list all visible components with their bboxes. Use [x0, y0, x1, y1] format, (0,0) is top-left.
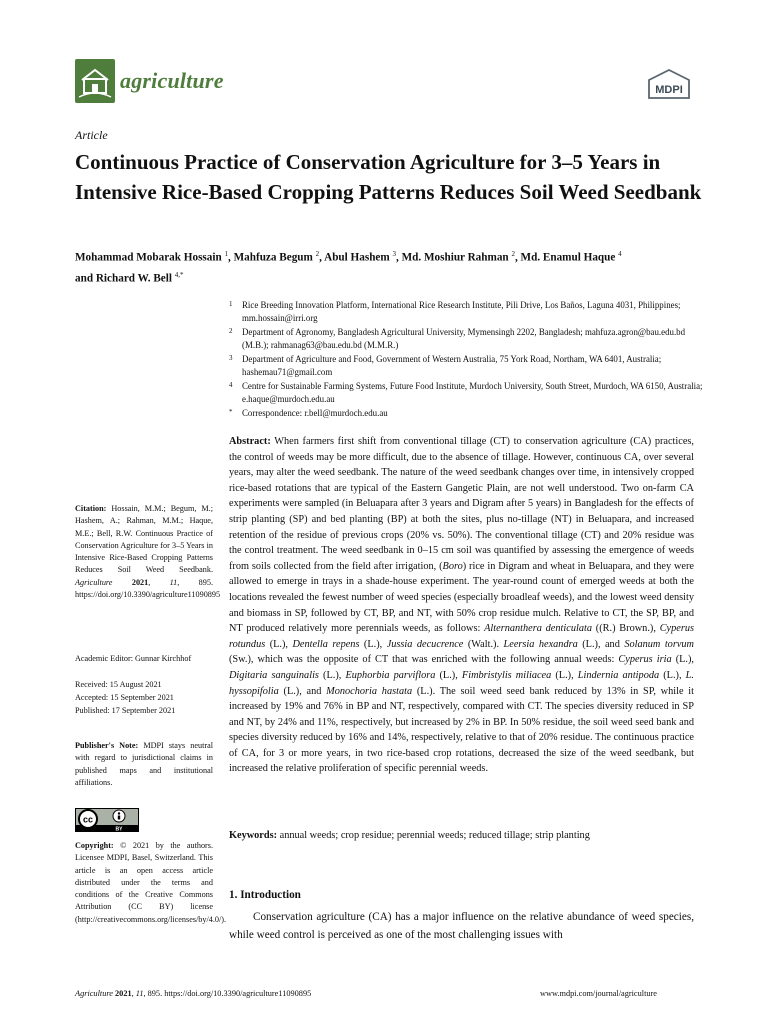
author-affiliation-mark: 4,* [174, 270, 184, 279]
abstract [229, 434, 694, 777]
footer-citation: Agriculture 2021, 11, 895. https://doi.org/10.3390/agriculture11090895 [75, 989, 312, 998]
affiliation-item [229, 353, 709, 379]
keywords-text: annual weeds; crop residue; perennial weeds; reduced tillage; strip planting [279, 830, 590, 841]
abstract-text: ((R.) Brown.), [592, 623, 660, 635]
citation-volume: 11 [169, 577, 178, 587]
species-name: Boro [442, 560, 463, 572]
author-name: Richard W. Bell [95, 272, 172, 285]
publisher-note-text: MDPI stays neutral with regard to jurisdictional claims in published maps and institutional affiliations. [75, 741, 213, 787]
academic-editor: Academic Editor: Gunnar Kirchhof [75, 654, 192, 663]
abstract-text: (L.), [265, 638, 293, 650]
keywords [229, 828, 694, 844]
article-type: Article [75, 128, 108, 142]
species-name: Euphorbia parviflora [345, 669, 436, 681]
abstract-text: (L.), [318, 669, 346, 681]
author-name: Mahfuza Begum [233, 251, 313, 264]
species-name: Cyperus iria [618, 654, 672, 666]
abstract-text: (L.), [659, 669, 686, 681]
abstract-text: (L.), [435, 669, 462, 681]
affiliation-list [229, 299, 709, 420]
author-affiliation-mark: 3 [392, 250, 397, 258]
abstract-text: (Sw.), which was the opposite of CT that was enriched with the following annual weeds: [229, 654, 619, 666]
affiliation-item [229, 407, 709, 420]
abstract-text: (L.), [359, 638, 387, 650]
species-name: Alternanthera denticulata [484, 623, 592, 635]
published-date: Published: 17 September 2021 [75, 706, 176, 715]
affiliation-mark: 1 [229, 300, 233, 308]
species-name: Leersia hexandra [503, 638, 578, 650]
publisher-note [75, 740, 213, 789]
citation-label: Citation: [75, 504, 107, 513]
affiliation-text: Correspondence: r.bell@murdoch.edu.au [242, 407, 388, 418]
publisher-note-label: Publisher's Note: [75, 741, 139, 750]
species-name: L. hyssopifolia [229, 669, 694, 697]
affiliation-mark: 3 [229, 353, 233, 362]
affiliation-text: Department of Agronomy, Bangladesh Agricultural University, Mymensingh 2202, Bangladesh; mahfuza.agron@bau.edu.bd (M.B.); rahmanag63@bau.edu.bd (M.M.R.) [242, 326, 686, 351]
footer-volume: 11 [135, 989, 144, 998]
affiliation-text: Rice Breeding Innovation Platform, International Rice Research Institute, Pili Drive, Los Baños, Laguna 4031, Philippines; mm.hossain@irri.org [242, 300, 681, 324]
keywords-label: Keywords: [229, 830, 278, 841]
introduction-text: Conservation agriculture (CA) has a major influence on the relative abundance of weed species, while weed control is perceived as one of the most challenging issues with [229, 911, 694, 941]
author-affiliation-mark: 2 [315, 250, 320, 258]
species-name: Solanum torvum [624, 638, 694, 650]
abstract-text: (L.), [671, 654, 694, 666]
affiliation-text: Centre for Sustainable Farming Systems, Future Food Institute, Murdoch University, South Street, Murdoch, WA 6150, Australia; e.haque@murdoch.edu.au [242, 380, 703, 404]
cc-by-text: BY [115, 826, 123, 832]
journal-name: agriculture [120, 68, 224, 93]
affiliation-mark: 4 [229, 380, 233, 389]
author-affiliation-mark: 2 [511, 250, 515, 258]
copyright-label: Copyright: [75, 841, 114, 850]
footer-journal-url[interactable]: www.mdpi.com/journal/agriculture [540, 989, 657, 998]
species-name: Digitaria sanguinalis [229, 669, 319, 681]
species-name: Cyperus rotundus [229, 623, 695, 650]
footer-year: 2021 [115, 989, 132, 998]
publisher-name: MDPI [655, 84, 683, 96]
affiliation-mark: * [229, 407, 233, 416]
species-name: Dentella repens [292, 638, 360, 650]
author-name: Md. Enamul Haque [520, 251, 616, 264]
abstract-label: Abstract: [229, 436, 271, 447]
citation-block: Citation: Hossain, M.M.; Begum, M.; Hashem, A.; Rahman, M.M.; Haque, M.E.; Bell, R.W. Continuous Practice of Conservation Agriculture for 3–5 Years in Intensive Rice-Based Cropping Patterns Reduces Soil Weed Seedbank. Agriculture 2021, 11, 895. https://doi.org/10.3390/agriculture11090895 [75, 504, 221, 600]
journal-logo-icon [75, 59, 115, 103]
cc-by-license-icon[interactable] [75, 808, 139, 832]
affiliation-mark: 2 [229, 326, 233, 335]
abstract-text: (L.), and [278, 685, 327, 697]
species-name: Fimbristylis miliacea [461, 669, 552, 681]
author-affiliation-mark: 4 [618, 250, 622, 258]
species-name: Monochoria hastata [326, 685, 413, 697]
author-list: Mohammad Mobarak Hossain $^1$, Mahfuza Begum $^2$, Abul Hashem $^3$, Md. Moshiur Rahman $^2$, Md. Enamul Haque $^4$ and Richard W. Bell $^{4,*}$ [75, 250, 622, 285]
affiliation-item [229, 380, 709, 406]
author-name: Abul Hashem [324, 251, 390, 264]
citation-year: 2021 [131, 577, 149, 587]
copyright-block [75, 840, 227, 926]
mdpi-logo [646, 68, 692, 102]
abstract-text: ) rice in Digram and wheat in Beluapara, and they were allowed to emerge in trays in a shade-house experiment. The year-round count of emerged weeds at both the locations revealed the fewest number of weed species (especially broadleaf weeds), and the lowest weed density and biomass in SP, followed by CT, BP, and NT, with 50% crop residue mulch. Relative to CT, the SP, BP, and NT produced relatively more perennials weeds, as follows: [229, 560, 694, 635]
author-name: Mohammad Mobarak Hossain [75, 251, 222, 264]
received-date: Received: 15 August 2021 [75, 680, 162, 689]
abstract-text: (L.), [551, 669, 578, 681]
page-title: Continuous Practice of Conservation Agriculture for 3–5 Years in Intensive Rice-Based Cropping Patterns Reduces Soil Weed Seedbank [75, 150, 702, 204]
footer-journal: Agriculture [75, 989, 113, 998]
footer-doi[interactable]: , 895. https://doi.org/10.3390/agriculture11090895 [143, 989, 312, 998]
citation-text: Hossain, M.M.; Begum, M.; Hashem, A.; Rahman, M.M.; Haque, M.E.; Bell, R.W. Continuous Practice of Conservation Agriculture for 3–5 Years in Intensive Rice-Based Cropping Patterns Reduces Soil Weed Seedbank. [75, 504, 213, 575]
accepted-date: Accepted: 15 September 2021 [75, 693, 174, 702]
species-name: Jussia decucrence [386, 638, 464, 650]
citation-journal: Agriculture [75, 577, 113, 587]
affiliation-text: Department of Agriculture and Food, Government of Western Australia, 75 York Road, Northam, WA 6401, Australia; hashemau71@gmail.com [242, 353, 662, 378]
abstract-text: (L.). The soil weed seed bank reduced by 13% in SP, while it increased by 19% and 76% in BP and NT, respectively, compared with CT. The species diversity reduced in SP and NT, by 24% and 11%, respectively, but increased by 2% in BP. In 50% residue, the soil weed seed bank and species diversity reduced by 16% and 14%, respectively, relative to that of 20% residue. The continuous practice of CA, for 3 or more years, in two rice-based crop rotations, decreased the size of the weed seedbank, but increased the relative proliferation of specific perennial weeds. [229, 685, 694, 775]
abstract-text: When farmers first shift from conventional tillage (CT) to conservation agriculture (CA) practices, the control of weeds may be more difficult, due to the absence of tillage. However, continuous CA, over several years, may alter the weed seedbank. The nature of the weed seedbank changes over time, in intensively cropped rice-based rotations that are typical of the Eastern Gangetic Plain, are not well understood. Two on-farm CA experiments were sampled (in Beluapara after 3 years and Digram after 5 years) in Bangladesh for the effects of strip planting (SP) and bed planting (BP) at both the sites, plus no-tillage (NT) in Beluapara, and increased retention of the residue of previous crops (20% vs. 50%). The conventional tillage (CT) and 20% residue was the control treatment. The weed seedbank in 0–15 cm soil was quantified by assessing the emergence of weeds from soils collected from the field after irrigation, ( [229, 436, 694, 572]
abstract-text: (Walt.). [463, 638, 504, 650]
cc-badge-text: cc [82, 814, 94, 825]
section-heading-introduction: 1. Introduction [229, 889, 301, 901]
author-name: Md. Moshiur Rahman [401, 251, 509, 264]
author-affiliation-mark: 1 [224, 250, 228, 258]
citation-doi[interactable]: , 895. https://doi.org/10.3390/agriculture11090895 [75, 577, 221, 600]
affiliation-item [229, 326, 709, 352]
affiliation-item [229, 299, 709, 325]
species-name: Lindernia antipoda [577, 669, 660, 681]
copyright-text: © 2021 by the authors. Licensee MDPI, Basel, Switzerland. This article is an open access article distributed under the terms and conditions of the Creative Commons Attribution (CC BY) license (http://creativecommons.org/licenses/by/4.0/). [75, 841, 227, 924]
abstract-text: (L.), and [577, 638, 625, 650]
